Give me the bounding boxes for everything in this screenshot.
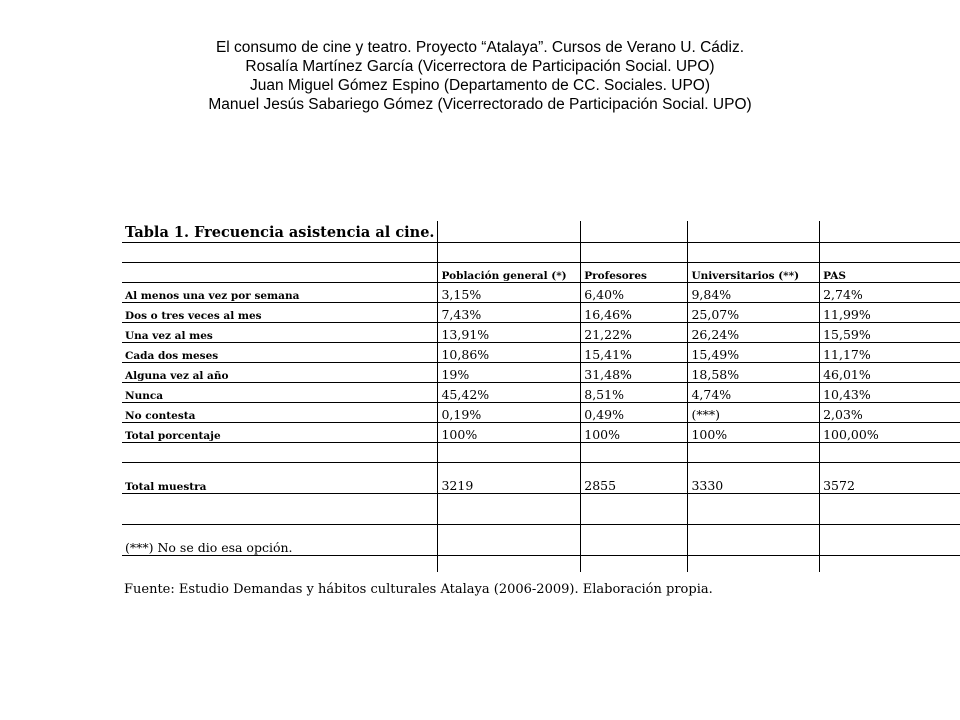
table-cell: 100% (688, 423, 820, 443)
table-cell: 10,86% (438, 343, 581, 363)
row-label: Dos o tres veces al mes (122, 303, 438, 323)
data-table (122, 221, 960, 572)
table-cell: 15,59% (820, 323, 960, 343)
table-cell: 19% (438, 363, 581, 383)
table-row (122, 403, 960, 423)
table-cell: 11,99% (820, 303, 960, 323)
table-title-cell (122, 221, 438, 243)
table-cell: 100,00% (820, 423, 960, 443)
row-label: Alguna vez al año (122, 363, 438, 383)
table-cell: 16,46% (581, 303, 688, 323)
row-label: Nunca (122, 383, 438, 403)
table-cell: 45,42% (438, 383, 581, 403)
table-title-row (122, 221, 960, 243)
header-line-author-1: Rosalía Martínez García (Vicerrectora de Participación Social. UPO) (245, 58, 715, 75)
table-row (122, 363, 960, 383)
header-line-title: El consumo de cine y teatro. Proyecto “Atalaya”. Cursos de Verano U. Cádiz. (215, 39, 745, 56)
table-cell: 100% (581, 423, 688, 443)
table-cell: 0,19% (438, 403, 581, 423)
table-cell: 3219 (438, 463, 581, 494)
row-label: No contesta (122, 403, 438, 423)
column-header: Universitarios (**) (688, 263, 820, 283)
table-cell: 2,74% (820, 283, 960, 303)
table-cell: 26,24% (688, 323, 820, 343)
column-header-row (122, 263, 960, 283)
table-cell: 7,43% (438, 303, 581, 323)
table-cell: 13,91% (438, 323, 581, 343)
table-cell: 8,51% (581, 383, 688, 403)
header-line-author-2: Juan Miguel Gómez Espino (Departamento de CC. Sociales. UPO) (249, 77, 711, 94)
table-cell: 21,22% (581, 323, 688, 343)
table-cell: 6,40% (581, 283, 688, 303)
table-cell: 2855 (581, 463, 688, 494)
row-label: Total muestra (122, 463, 438, 494)
table-cell: 3,15% (438, 283, 581, 303)
slide-header (0, 38, 960, 114)
table-cell: 15,41% (581, 343, 688, 363)
note-row (122, 525, 960, 556)
table-cell: 3330 (688, 463, 820, 494)
column-header: Población general (*) (438, 263, 581, 283)
table-cell: 31,48% (581, 363, 688, 383)
table-row (122, 283, 960, 303)
table-title: Tabla 1. Frecuencia asistencia al cine. (125, 224, 435, 241)
table-cell: 46,01% (820, 363, 960, 383)
table-row (122, 383, 960, 403)
header-line-author-3: Manuel Jesús Sabariego Gómez (Vicerrectorado de Participación Social. UPO) (208, 96, 752, 113)
table-row (122, 323, 960, 343)
table-cell: 0,49% (581, 403, 688, 423)
table-row (122, 303, 960, 323)
spacer-row (122, 556, 960, 573)
table-note: (***) No se dio esa opción. (122, 525, 438, 556)
table-cell: 2,03% (820, 403, 960, 423)
row-label: Al menos una vez por semana (122, 283, 438, 303)
row-label: Una vez al mes (122, 323, 438, 343)
table-cell: 3572 (820, 463, 960, 494)
spacer-row (122, 494, 960, 525)
table-row (122, 343, 960, 363)
table-cell: 10,43% (820, 383, 960, 403)
table-cell: 11,17% (820, 343, 960, 363)
table-cell: 15,49% (688, 343, 820, 363)
row-label: Total porcentaje (122, 423, 438, 443)
table-cell: 4,74% (688, 383, 820, 403)
column-header: Profesores (581, 263, 688, 283)
row-label: Cada dos meses (122, 343, 438, 363)
table-cell: (***) (688, 403, 820, 423)
table-cell: 25,07% (688, 303, 820, 323)
table-cell: 18,58% (688, 363, 820, 383)
source-note: Fuente: Estudio Demandas y hábitos culturales Atalaya (2006-2009). Elaboración propia. (124, 582, 713, 597)
spacer-row (122, 443, 960, 463)
table-cell: 9,84% (688, 283, 820, 303)
table-row-sample (122, 463, 960, 494)
spacer-row (122, 243, 960, 263)
table-row-total (122, 423, 960, 443)
table-cell: 100% (438, 423, 581, 443)
column-header: PAS (820, 263, 960, 283)
